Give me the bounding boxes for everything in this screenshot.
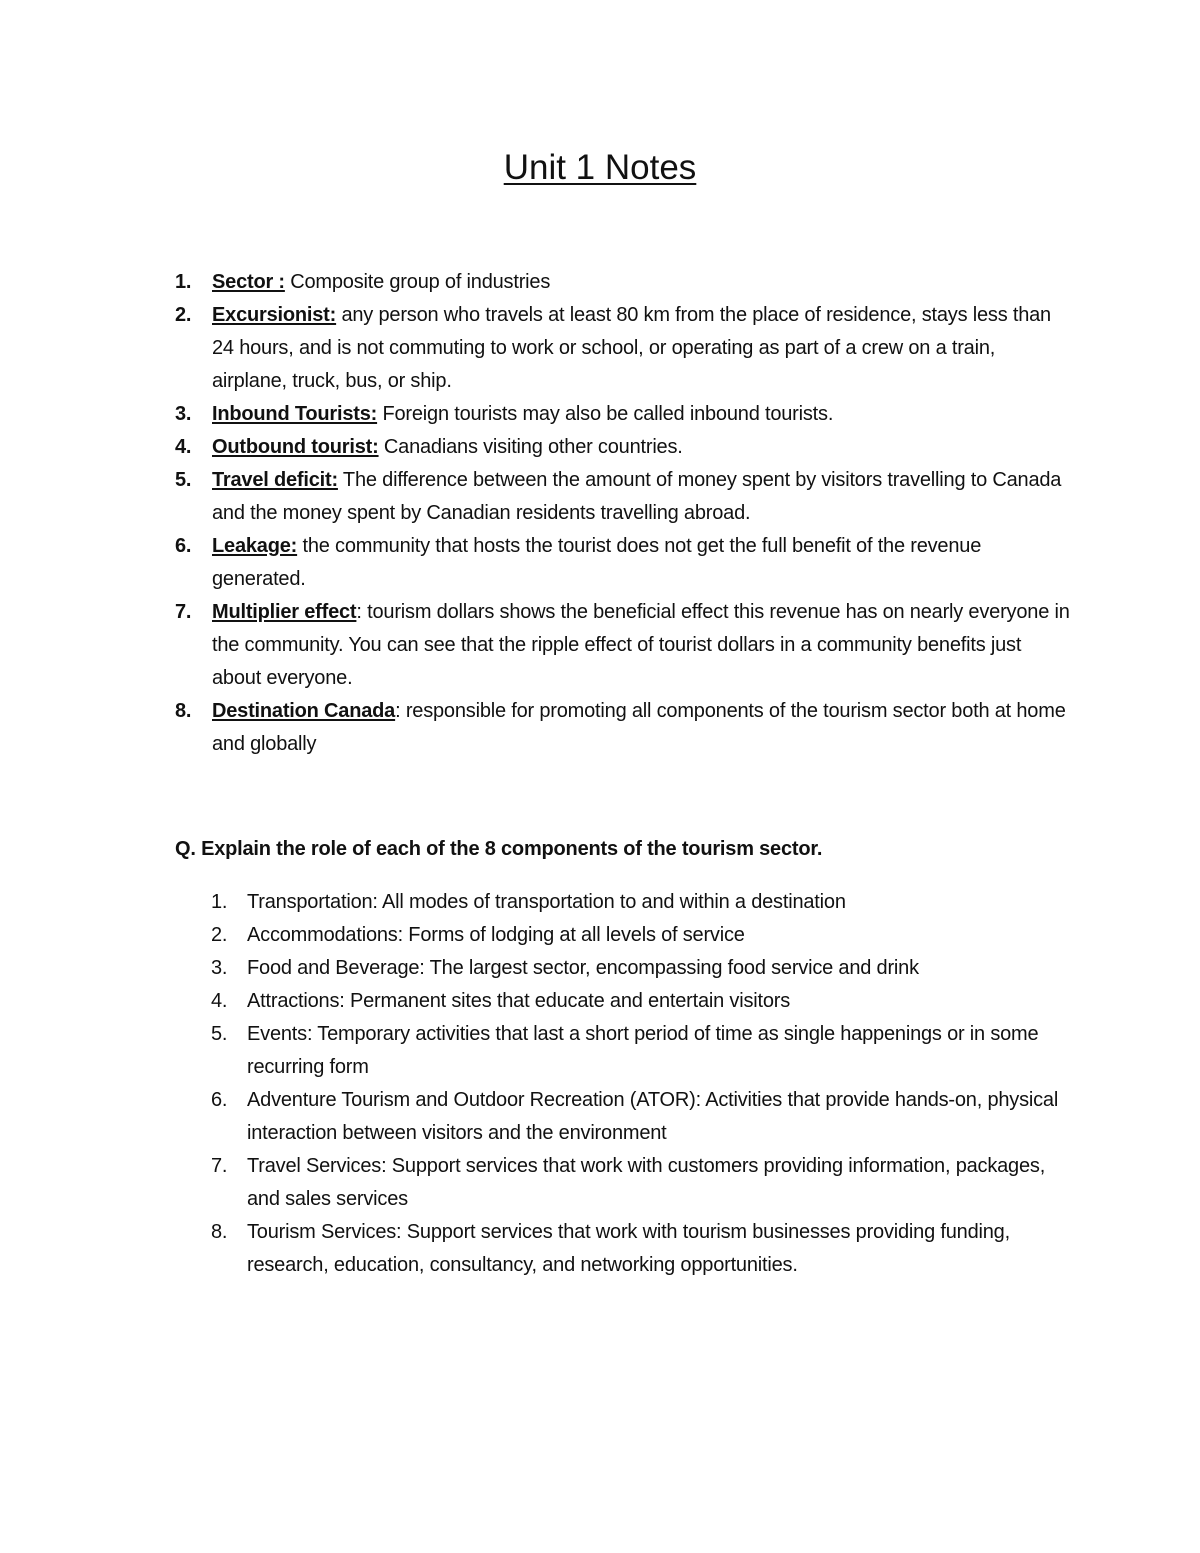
component-text: Transportation: All modes of transportation to and within a destination (247, 891, 846, 913)
list-number: 4. (175, 436, 192, 458)
term-label: Multiplier effect (212, 601, 357, 623)
term-item-travel-deficit (175, 464, 1075, 530)
list-number: 8. (211, 1221, 228, 1243)
list-number: 2. (175, 304, 192, 326)
component-text: Accommodations: Forms of lodging at all levels of service (247, 924, 745, 946)
term-definition: the community that hosts the tourist does not get the full benefit of the revenue generated. (212, 535, 982, 590)
component-item-travel-services (211, 1150, 1081, 1216)
term-item-leakage (175, 530, 1075, 596)
component-text: Adventure Tourism and Outdoor Recreation (ATOR): Activities that provide hands-on, physical interaction between visitors and the environment (247, 1089, 1059, 1144)
component-text: Tourism Services: Support services that work with tourism businesses providing funding, research, education, consultancy, and networking opportunities. (247, 1221, 1010, 1276)
list-number: 3. (175, 403, 192, 425)
term-item-destination-canada (175, 695, 1075, 761)
component-item-ator (211, 1084, 1081, 1150)
component-text: Events: Temporary activities that last a short period of time as single happenings or in some recurring form (247, 1023, 1039, 1078)
component-text: Attractions: Permanent sites that educate and entertain visitors (247, 990, 791, 1012)
term-item-sector (175, 266, 1075, 299)
component-item-attractions (211, 985, 1081, 1018)
list-number: 5. (175, 469, 192, 491)
components-list (211, 886, 1081, 1282)
term-label: Sector : (212, 271, 285, 293)
term-definition: Foreign tourists may also be called inbound tourists. (377, 403, 834, 425)
term-label: Outbound tourist: (212, 436, 379, 458)
list-number: 4. (211, 990, 228, 1012)
component-item-transportation (211, 886, 1081, 919)
page-title: Unit 1 Notes (503, 148, 697, 187)
term-item-outbound-tourist (175, 431, 1075, 464)
term-label: Leakage: (212, 535, 298, 557)
term-definition: : tourism dollars shows the beneficial effect this revenue has on nearly everyone in the community. You can see that the ripple effect of tourist dollars in a community benefits just about everyone. (212, 601, 1070, 689)
list-number: 7. (175, 601, 192, 623)
term-definition: Canadians visiting other countries. (378, 436, 683, 458)
term-label: Travel deficit: (212, 469, 338, 491)
list-number: 1. (211, 891, 228, 913)
term-definition: Composite group of industries (284, 271, 551, 293)
term-label: Destination Canada (212, 700, 396, 722)
list-number: 1. (175, 271, 192, 293)
question-heading: Q. Explain the role of each of the 8 components of the tourism sector. (175, 838, 823, 860)
term-definition: any person who travels at least 80 km from the place of residence, stays less than 24 hours, and is not commuting to work or school, or operating as part of a crew on a train, airplane, truck, bus, or ship. (212, 304, 1051, 392)
term-item-multiplier-effect (175, 596, 1075, 695)
list-number: 6. (175, 535, 192, 557)
list-number: 7. (211, 1155, 228, 1177)
list-number: 2. (211, 924, 228, 946)
list-number: 5. (211, 1023, 228, 1045)
component-item-accommodations (211, 919, 1081, 952)
list-number: 6. (211, 1089, 228, 1111)
term-definition: : responsible for promoting all components of the tourism sector both at home and globally (212, 700, 1066, 755)
component-item-food-and-beverage (211, 952, 1081, 985)
terms-list (175, 266, 1075, 761)
list-number: 8. (175, 700, 192, 722)
term-label: Excursionist: (212, 304, 337, 326)
component-item-tourism-services (211, 1216, 1081, 1282)
term-item-inbound-tourists (175, 398, 1075, 431)
list-number: 3. (211, 957, 228, 979)
term-definition: The difference between the amount of money spent by visitors travelling to Canada and the money spent by Canadian residents travelling abroad. (212, 469, 1062, 524)
component-item-events (211, 1018, 1081, 1084)
term-label: Inbound Tourists: (212, 403, 378, 425)
component-text: Food and Beverage: The largest sector, encompassing food service and drink (247, 957, 919, 979)
component-text: Travel Services: Support services that work with customers providing information, packages, and sales services (247, 1155, 1046, 1210)
term-item-excursionist (175, 299, 1075, 398)
